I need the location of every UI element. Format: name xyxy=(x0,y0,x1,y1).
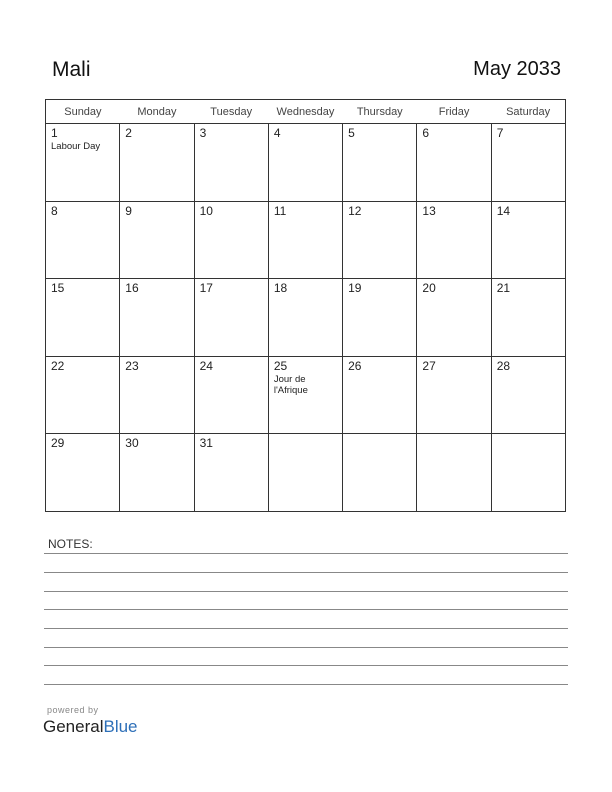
day-cell[interactable] xyxy=(194,356,268,434)
day-number: 11 xyxy=(273,203,287,218)
day-cell[interactable] xyxy=(491,434,565,512)
day-cell[interactable] xyxy=(194,201,268,279)
day-cell[interactable] xyxy=(268,124,342,202)
day-cell[interactable] xyxy=(417,279,491,357)
day-cell[interactable] xyxy=(417,356,491,434)
day-number: 3 xyxy=(199,126,207,140)
day-number: 9 xyxy=(125,203,132,218)
day-number: 25 xyxy=(273,358,288,373)
day-number: 14 xyxy=(496,203,511,218)
holiday-label: Jour de l'Afrique xyxy=(273,373,308,396)
day-number: 21 xyxy=(496,281,511,295)
week-row xyxy=(46,279,566,357)
day-number: 6 xyxy=(422,126,430,140)
day-cell[interactable] xyxy=(417,124,491,202)
weekday-header-row xyxy=(46,100,566,124)
day-number: 27 xyxy=(422,358,436,373)
day-number: 18 xyxy=(273,281,288,295)
day-number: 5 xyxy=(348,126,355,140)
day-number: 16 xyxy=(125,281,139,295)
notes-label: NOTES: xyxy=(48,537,93,551)
month-title: May 2033 xyxy=(473,58,561,80)
note-line xyxy=(44,628,568,629)
note-line xyxy=(44,684,568,685)
day-number: 4 xyxy=(273,126,281,140)
day-number: 2 xyxy=(125,126,132,140)
day-cell[interactable] xyxy=(491,201,565,279)
weekday-header: Sunday xyxy=(46,100,120,124)
day-cell[interactable] xyxy=(194,124,268,202)
country-title: Mali xyxy=(52,58,91,81)
weekday-header: Thursday xyxy=(343,100,417,124)
day-cell[interactable] xyxy=(268,356,342,434)
day-cell[interactable] xyxy=(268,434,342,512)
day-number: 17 xyxy=(199,281,213,295)
note-line xyxy=(44,665,568,666)
weekday-header: Wednesday xyxy=(268,100,342,124)
day-number: 28 xyxy=(496,358,511,373)
day-cell[interactable] xyxy=(417,201,491,279)
week-row xyxy=(46,356,566,434)
day-cell[interactable] xyxy=(194,434,268,512)
day-cell[interactable] xyxy=(417,434,491,512)
day-number: 31 xyxy=(199,436,213,450)
note-line xyxy=(44,572,568,573)
note-line xyxy=(44,647,568,648)
day-cell[interactable] xyxy=(120,356,194,434)
day-number: 20 xyxy=(422,281,436,295)
calendar-grid xyxy=(45,99,566,512)
day-cell[interactable] xyxy=(120,434,194,512)
note-line xyxy=(44,553,568,554)
day-cell[interactable] xyxy=(343,434,417,512)
day-cell[interactable] xyxy=(46,201,120,279)
day-cell[interactable] xyxy=(46,434,120,512)
day-number: 7 xyxy=(496,126,504,140)
brand-logo[interactable] xyxy=(43,717,138,737)
weekday-header: Tuesday xyxy=(194,100,268,124)
day-number: 30 xyxy=(125,436,139,450)
day-number: 23 xyxy=(125,358,139,373)
day-cell[interactable] xyxy=(268,201,342,279)
day-cell[interactable] xyxy=(46,124,120,202)
day-cell[interactable] xyxy=(491,279,565,357)
day-cell[interactable] xyxy=(268,279,342,357)
weekday-header: Saturday xyxy=(491,100,565,124)
day-number: 8 xyxy=(51,203,58,218)
day-number: 26 xyxy=(348,358,362,373)
day-number: 1 xyxy=(51,126,58,140)
day-cell[interactable] xyxy=(120,279,194,357)
powered-by-text: powered by xyxy=(47,705,99,715)
day-cell[interactable] xyxy=(46,279,120,357)
weekday-header: Friday xyxy=(417,100,491,124)
day-number: 15 xyxy=(51,281,65,295)
weekday-header: Monday xyxy=(120,100,194,124)
day-cell[interactable] xyxy=(343,124,417,202)
day-cell[interactable] xyxy=(46,356,120,434)
day-number: 24 xyxy=(199,358,213,373)
day-number: 22 xyxy=(51,358,65,373)
day-number: 13 xyxy=(422,203,436,218)
day-cell[interactable] xyxy=(343,201,417,279)
day-number: 19 xyxy=(348,281,362,295)
week-row xyxy=(46,201,566,279)
day-number: 10 xyxy=(199,203,213,218)
day-cell[interactable] xyxy=(491,356,565,434)
day-cell[interactable] xyxy=(120,201,194,279)
day-number: 29 xyxy=(51,436,65,450)
day-cell[interactable] xyxy=(491,124,565,202)
day-cell[interactable] xyxy=(343,356,417,434)
week-row xyxy=(46,124,566,202)
day-number: 12 xyxy=(348,203,362,218)
holiday-label: Labour Day xyxy=(51,141,101,152)
note-line xyxy=(44,591,568,592)
brand-general-text: General xyxy=(43,717,104,736)
day-cell[interactable] xyxy=(194,279,268,357)
day-cell[interactable] xyxy=(120,124,194,202)
brand-blue-text: Blue xyxy=(103,717,138,736)
note-line xyxy=(44,609,568,610)
week-row xyxy=(46,434,566,512)
day-cell[interactable] xyxy=(343,279,417,357)
